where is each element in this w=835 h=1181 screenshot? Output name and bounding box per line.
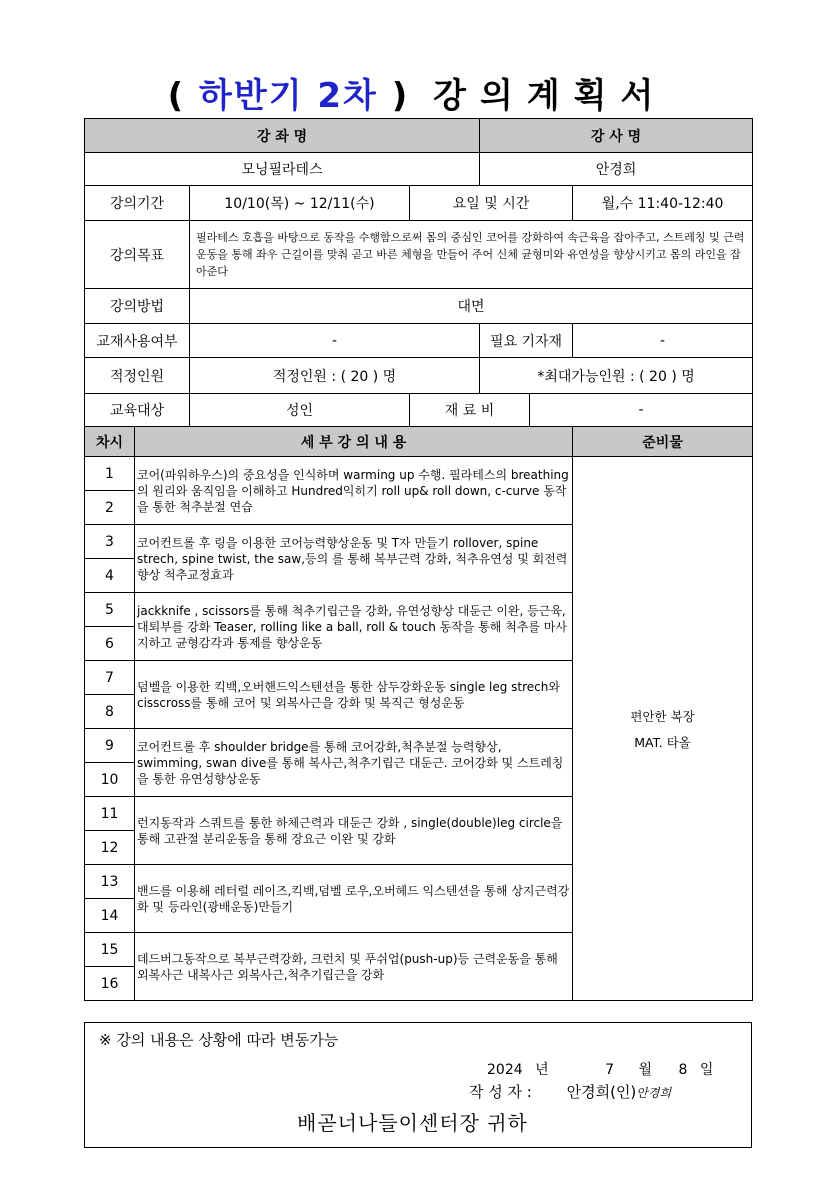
session-number: 1 [85,457,135,491]
session-number: 7 [85,661,135,695]
date-day-unit: 일 [699,1062,714,1078]
change-notice: ※ 강의 내용은 상황에 따라 변동가능 [99,1031,339,1049]
date-year-unit: 년 [535,1062,549,1078]
period-label: 강의기간 [85,186,190,221]
preparation-value [573,457,753,1001]
date-day: 8 [678,1062,688,1078]
preparation-item: MAT. 타올 [634,734,691,750]
textbook-value: - [190,324,480,358]
title-doc-name: 강의계획서 [433,76,668,116]
schedule-label: 요일 및 시간 [410,186,573,221]
session-content-header: 세 부 강 의 내 용 [135,427,573,457]
document-footer [84,1022,752,1148]
textbook-label: 교재사용여부 [85,324,190,358]
session-number: 3 [85,525,135,559]
session-number: 2 [85,491,135,525]
method-label: 강의방법 [85,289,190,324]
preparation-header: 준비물 [573,427,753,457]
session-number: 12 [85,831,135,865]
session-number: 15 [85,933,135,967]
session-content: 밴드를 이용해 레터럴 레이즈,킥백,덤벨 로우,오버헤드 익스텐션을 통해 상지근력강화 및 등라인(광배운동)만들기 [135,865,573,933]
author-line [469,1081,671,1102]
preparation-item: 편안한 복장 [630,708,695,724]
session-number: 8 [85,695,135,729]
session-number: 11 [85,797,135,831]
equipment-value: - [573,324,753,358]
document-title [0,68,835,117]
author-label: 작 성 자 : [469,1083,532,1101]
session-number: 9 [85,729,135,763]
equipment-label: 필요 기자재 [480,324,573,358]
course-name-header: 강 좌 명 [85,119,480,153]
addressee: 배곧너나들이센터장 귀하 [297,1111,528,1135]
instructor-name-header: 강 사 명 [480,119,753,153]
target-value: 성인 [190,394,410,427]
session-number: 6 [85,627,135,661]
target-label: 교육대상 [85,394,190,427]
session-content: 코어컨트롤 후 링을 이용한 코어능력향상운동 및 T자 만들기 rollover, spine strech, spine twist, the saw,등의 를 통해 복부근력 강화, 척추유연성 및 회전력 향상 척추교정효과 [135,525,573,593]
session-number: 4 [85,559,135,593]
instructor-name-value: 안경희 [480,153,753,186]
session-content: 덤벨을 이용한 킥백,오버핸드익스텐션을 통한 삼두강화운동 single leg strech와 cisscross를 통해 코어 및 외복사근을 강화 및 복직근 형성운동 [135,661,573,729]
title-term: 하반기 2차 [199,76,378,116]
session-number: 16 [85,967,135,1001]
session-number: 5 [85,593,135,627]
session-content: 데드버그동작으로 복부근력강화, 크런치 및 푸쉬업(push-up)등 근력운동을 통해 외복사근 내복사근 외복사근,척추기립근을 강화 [135,933,573,1001]
period-value: 10/10(목) ~ 12/11(수) [190,186,410,221]
lecture-plan-table [84,118,753,1001]
signature: 안경희 [636,1086,672,1100]
session-number-header: 차시 [85,427,135,457]
goal-value: 필라테스 호흡을 바탕으로 동작을 수행함으로써 몸의 중심인 코어를 강화하여 속근육을 잡아주고, 스트레칭 및 근력운동을 통해 좌우 근길이를 맞춰 곧고 바른 체형을 만들어 주어 신체 균형미와 유연성을 향상시키고 몸의 라인을 잡아준다 [190,221,753,289]
date-month: 7 [605,1062,614,1078]
date-month-unit: 월 [638,1062,652,1078]
capacity-value: 적정인원 : ( 20 ) 명 [190,358,480,394]
method-value: 대면 [190,289,753,324]
session-content: 코어(파워하우스)의 중요성을 인식하며 warming up 수행. 필라테스의 breathing의 원리와 움직임을 이해하고 Hundred익히기 roll up& roll down, c-curve 동작을 통한 척추분절 연습 [135,457,573,525]
session-number: 14 [85,899,135,933]
max-capacity-value: *최대가능인원 : ( 20 ) 명 [480,358,753,394]
date-year: 2024 [487,1062,523,1078]
fee-value: - [530,394,753,427]
goal-label: 강의목표 [85,221,190,289]
document-date [487,1059,713,1079]
schedule-value: 월,수 11:40-12:40 [573,186,753,221]
course-name-value: 모닝필라테스 [85,153,480,186]
session-number: 10 [85,763,135,797]
title-close-paren: ) [391,76,410,116]
session-content: 코어컨트롤 후 shoulder bridge를 통해 코어강화,척추분절 능력향상, swimming, swan dive를 통해 복사근,척추기립근 대둔근. 코어강화 및 스트레칭을 통한 유연성향상운동 [135,729,573,797]
capacity-label: 적정인원 [85,358,190,394]
session-number: 13 [85,865,135,899]
author-name: 안경희(인) [566,1083,637,1101]
title-open-paren: ( [167,76,186,116]
fee-label: 재 료 비 [410,394,530,427]
session-content: 런지동작과 스쿼트를 통한 하체근력과 대둔근 강화 , single(double)leg circle을 통해 고관절 분리운동을 통해 장요근 이완 및 강화 [135,797,573,865]
session-content: jackknife , scissors를 통해 척추기립근을 강화, 유연성향상 대둔근 이완, 등근육, 대퇴부를 강화 Teaser, rolling like a ball, roll & touch 동작을 통해 척추를 마사지하고 균형감각과 통제를 향상운동 [135,593,573,661]
